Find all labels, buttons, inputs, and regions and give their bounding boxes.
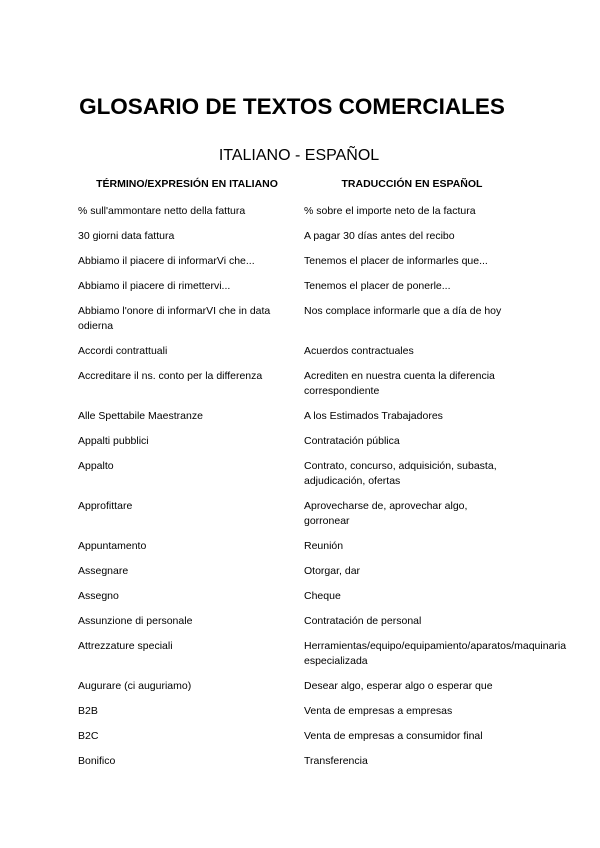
table-row bbox=[78, 639, 567, 669]
spanish-translation: Contratación de personal bbox=[304, 615, 422, 627]
table-row bbox=[78, 704, 528, 719]
spanish-translation: Otorgar, dar bbox=[304, 565, 361, 577]
italian-term: 30 giorni data fattura bbox=[78, 230, 175, 242]
table-row bbox=[78, 499, 528, 529]
italian-term: Assunzione di personale bbox=[78, 615, 193, 627]
table-row bbox=[78, 254, 528, 269]
spanish-translation: Tenemos el placer de ponerle... bbox=[304, 280, 451, 292]
column-header-italian: TÉRMINO/EXPRESIÓN EN ITALIANO bbox=[96, 178, 278, 190]
spanish-translation: Desear algo, esperar algo o esperar que bbox=[304, 680, 493, 692]
table-row bbox=[78, 204, 528, 219]
document-subtitle: ITALIANO - ESPAÑOL bbox=[218, 147, 380, 164]
table-row bbox=[78, 344, 528, 359]
italian-term: Attrezzature speciali bbox=[78, 640, 173, 652]
table-row bbox=[78, 564, 528, 579]
table-row bbox=[78, 409, 528, 424]
spanish-translation: Acrediten en nuestra cuenta la diferencia correspondiente bbox=[304, 370, 495, 397]
italian-term: % sull'ammontare netto della fattura bbox=[78, 205, 246, 217]
italian-term: B2B bbox=[78, 705, 98, 717]
table-row bbox=[78, 754, 528, 769]
italian-term: Abbiamo l'onore di informarVI che in data odierna bbox=[78, 305, 271, 332]
italian-term: Augurare (ci auguriamo) bbox=[78, 680, 192, 692]
italian-term: Appuntamento bbox=[78, 540, 147, 552]
column-header-spanish: TRADUCCIÓN EN ESPAÑOL bbox=[341, 178, 483, 190]
table-row bbox=[78, 279, 528, 294]
italian-term: B2C bbox=[78, 730, 99, 742]
spanish-translation: Reunión bbox=[304, 540, 344, 552]
italian-term: Appalti pubblici bbox=[78, 435, 149, 447]
spanish-translation: % sobre el importe neto de la factura bbox=[304, 205, 476, 217]
table-row bbox=[78, 229, 528, 244]
document-title: GLOSARIO DE TEXTOS COMERCIALES bbox=[79, 94, 505, 119]
table-row bbox=[78, 679, 528, 694]
italian-term: Assegnare bbox=[78, 565, 129, 577]
spanish-translation: Aprovecharse de, aprovechar algo, gorronear bbox=[304, 500, 468, 527]
italian-term: Approfittare bbox=[78, 500, 133, 512]
italian-term: Alle Spettabile Maestranze bbox=[78, 410, 203, 422]
table-row bbox=[78, 589, 528, 604]
spanish-translation: Herramientas/equipo/equipamiento/aparatos/maquinaria especializada bbox=[304, 640, 567, 667]
spanish-translation: Transferencia bbox=[304, 755, 368, 767]
italian-term: Abbiamo il piacere di rimettervi... bbox=[78, 280, 231, 292]
spanish-translation: A los Estimados Trabajadores bbox=[304, 410, 443, 422]
spanish-translation: Acuerdos contractuales bbox=[304, 345, 414, 357]
italian-term: Bonifico bbox=[78, 755, 116, 767]
italian-term: Accordi contrattuali bbox=[78, 345, 168, 357]
spanish-translation: Venta de empresas a consumidor final bbox=[304, 730, 483, 742]
glossary-table bbox=[78, 204, 567, 779]
table-row bbox=[78, 459, 528, 489]
italian-term: Abbiamo il piacere di informarVi che... bbox=[78, 255, 255, 267]
italian-term: Assegno bbox=[78, 590, 119, 602]
spanish-translation: Cheque bbox=[304, 590, 341, 602]
spanish-translation: A pagar 30 días antes del recibo bbox=[304, 230, 455, 242]
table-row bbox=[78, 304, 528, 334]
table-row bbox=[78, 369, 528, 399]
spanish-translation: Venta de empresas a empresas bbox=[304, 705, 453, 717]
spanish-translation: Contrato, concurso, adquisición, subasta, adjudicación, ofertas bbox=[304, 460, 497, 487]
table-row bbox=[78, 539, 528, 554]
spanish-translation: Nos complace informarle que a día de hoy bbox=[304, 305, 502, 317]
italian-term: Accreditare il ns. conto per la differenza bbox=[78, 370, 263, 382]
table-row bbox=[78, 434, 528, 449]
table-row bbox=[78, 614, 528, 629]
table-row bbox=[78, 729, 528, 744]
spanish-translation: Tenemos el placer de informarles que... bbox=[304, 255, 488, 267]
spanish-translation: Contratación pública bbox=[304, 435, 400, 447]
italian-term: Appalto bbox=[78, 460, 114, 472]
